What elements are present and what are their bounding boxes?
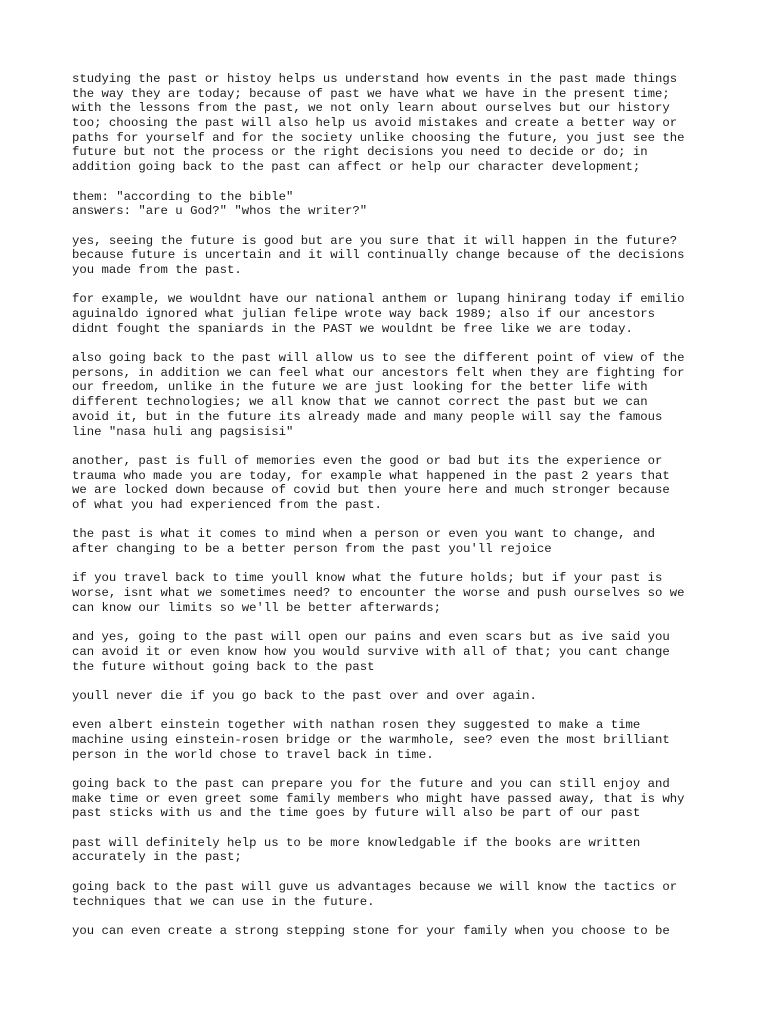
paragraph <box>72 630 712 674</box>
document-page <box>72 72 712 953</box>
text-line: avoid it, but in the future its already made and many people will say the famous <box>72 409 663 424</box>
text-line: too; choosing the past will also help us avoid mistakes and create a better way or <box>72 116 678 131</box>
text-line: youll never die if you go back to the past over and over again. <box>72 688 537 703</box>
text-line: also going back to the past will allow us to see the different point of view of the <box>72 351 685 366</box>
text-line: even albert einstein together with nathan rosen they suggested to make a time <box>72 718 641 733</box>
text-line: going back to the past can prepare you for the future and you can still enjoy and <box>72 777 670 791</box>
paragraph <box>72 571 712 615</box>
text-line: worse, isnt what we sometimes need? to encounter the worse and push ourselves so we <box>72 586 685 601</box>
paragraph <box>72 777 712 821</box>
text-line: past sticks with us and the time goes by future will also be part of our past <box>72 806 641 821</box>
text-line: didnt fought the spaniards in the PAST we wouldnt be free like we are today. <box>72 321 633 336</box>
text-line: trauma who made you are today, for example what happened in the past 2 years that <box>72 468 670 483</box>
text-line: after changing to be a better person from the past you'll rejoice <box>72 542 552 556</box>
text-line: for example, we wouldnt have our national anthem or lupang hinirang today if emilio <box>72 292 685 307</box>
text-line: with the lessons from the past, we not only learn about ourselves but our history <box>72 101 670 116</box>
text-line: aguinaldo ignored what julian felipe wrote way back 1989; also if our ancestors <box>72 307 655 321</box>
text-line: different technologies; we all know that we cannot correct the past but we can <box>72 395 648 410</box>
text-line: another, past is full of memories even the good or bad but its the experience or <box>72 453 663 468</box>
text-line: you made from the past. <box>72 262 242 277</box>
text-line: can know our limits so we'll be better afterwards; <box>72 600 441 615</box>
text-line: we are locked down because of covid but then youre here and much stronger because <box>72 483 670 498</box>
text-line: you can even create a strong stepping stone for your family when you choose to be <box>72 923 670 938</box>
paragraph <box>72 880 712 909</box>
text-line: past will definitely help us to be more knowledgable if the books are written <box>72 835 641 850</box>
text-line: the past is what it comes to mind when a person or even you want to change, and <box>72 527 655 542</box>
text-line: line "nasa huli ang pagsisisi" <box>72 424 294 439</box>
paragraph <box>72 72 712 175</box>
text-line: paths for yourself and for the society unlike choosing the future, you just see the <box>72 130 685 145</box>
text-line: addition going back to the past can affect or help our character development; <box>72 160 641 175</box>
paragraph <box>72 689 712 704</box>
text-line: person in the world chose to travel back in time. <box>72 747 434 762</box>
text-line: techniques that we can use in the future. <box>72 894 375 909</box>
paragraph <box>72 527 712 556</box>
text-line: can avoid it or even know how you would survive with all of that; you cant change <box>72 644 670 659</box>
paragraph <box>72 190 712 219</box>
paragraph <box>72 924 712 939</box>
text-line: machine using einstein-rosen bridge or the warmhole, see? even the most brilliant <box>72 732 670 747</box>
paragraph <box>72 234 712 278</box>
paragraph <box>72 351 712 439</box>
text-line: our freedom, unlike in the future we are just looking for the better life with <box>72 380 648 395</box>
text-line: and yes, going to the past will open our pains and even scars but as ive said you <box>72 630 670 645</box>
text-line: them: "according to the bible" <box>72 189 294 204</box>
paragraph <box>72 836 712 865</box>
paragraph <box>72 292 712 336</box>
text-line: make time or even greet some family members who might have passed away, that is why <box>72 791 685 806</box>
text-line: if you travel back to time youll know what the future holds; but if your past is <box>72 571 663 586</box>
text-line: of what you had experienced from the past. <box>72 497 382 512</box>
text-line: future but not the process or the right decisions you need to decide or do; in <box>72 145 648 160</box>
paragraph <box>72 718 712 762</box>
text-line: persons, in addition we can feel what our ancestors felt when they are fighting for <box>72 365 685 380</box>
paragraph <box>72 454 712 513</box>
text-line: answers: "are u God?" "whos the writer?" <box>72 204 368 219</box>
text-line: the way they are today; because of past we have what we have in the present time; <box>72 86 670 101</box>
text-line: accurately in the past; <box>72 850 242 865</box>
text-line: the future without going back to the past <box>72 659 375 674</box>
text-line: yes, seeing the future is good but are you sure that it will happen in the future? <box>72 233 678 248</box>
text-line: going back to the past will guve us advantages because we will know the tactics or <box>72 879 678 894</box>
text-line: because future is uncertain and it will continually change because of the decisions <box>72 248 685 263</box>
text-line: studying the past or histoy helps us understand how events in the past made things <box>72 72 678 86</box>
